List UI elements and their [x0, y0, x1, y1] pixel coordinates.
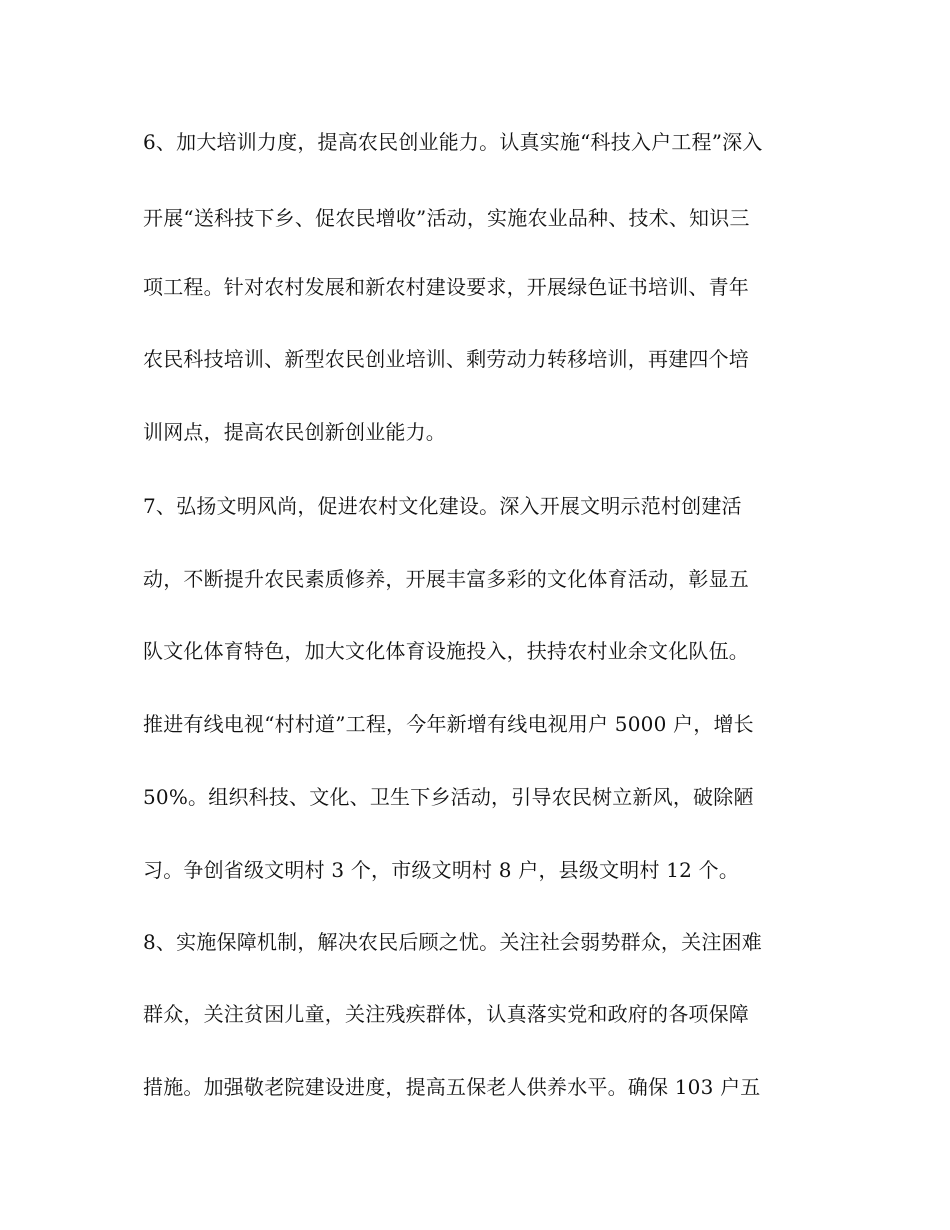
paragraph-7-line-4: 推进有线电视“村村道”工程，今年新增有线电视用户 5000 户，增长 [143, 712, 754, 736]
paragraph-8-line-1: 8、实施保障机制，解决农民后顾之忧。关注社会弱势群众，关注困难 [143, 930, 762, 954]
paragraph-8-line-2: 群众，关注贫困儿童，关注残疾群体，认真落实党和政府的各项保障 [143, 1002, 749, 1026]
paragraph-7-line-3: 队文化体育特色，加大文化体育设施投入，扶持农村业余文化队伍。 [143, 639, 749, 663]
paragraph-7-line-6: 习。争创省级文明村 3 个，市级文明村 8 户，县级文明村 12 个。 [143, 858, 740, 882]
paragraph-7-line-1: 7、弘扬文明风尚，促进农村文化建设。深入开展文明示范村创建活 [143, 494, 742, 518]
paragraph-6-line-5: 训网点，提高农民创新创业能力。 [143, 420, 446, 444]
paragraph-6-line-2: 开展“送科技下乡、促农民增收”活动，实施农业品种、技术、知识三 [143, 206, 750, 230]
paragraph-6-line-4: 农民科技培训、新型农民创业培训、剩劳动力转移培训，再建四个培 [143, 347, 749, 371]
paragraph-8-line-3: 措施。加强敬老院建设进度，提高五保老人供养水平。确保 103 户五 [143, 1075, 761, 1099]
paragraph-6-line-1: 6、加大培训力度，提高农民创业能力。认真实施“科技入户工程”深入 [143, 130, 763, 154]
paragraph-7-line-2: 动，不断提升农民素质修养，开展丰富多彩的文化体育活动，彰显五 [143, 567, 749, 591]
paragraph-7-line-5: 50%。组织科技、文化、卫生下乡活动，引导农民树立新风，破除陋 [143, 785, 754, 809]
paragraph-6-line-3: 项工程。针对农村发展和新农村建设要求，开展绿色证书培训、青年 [143, 275, 749, 299]
